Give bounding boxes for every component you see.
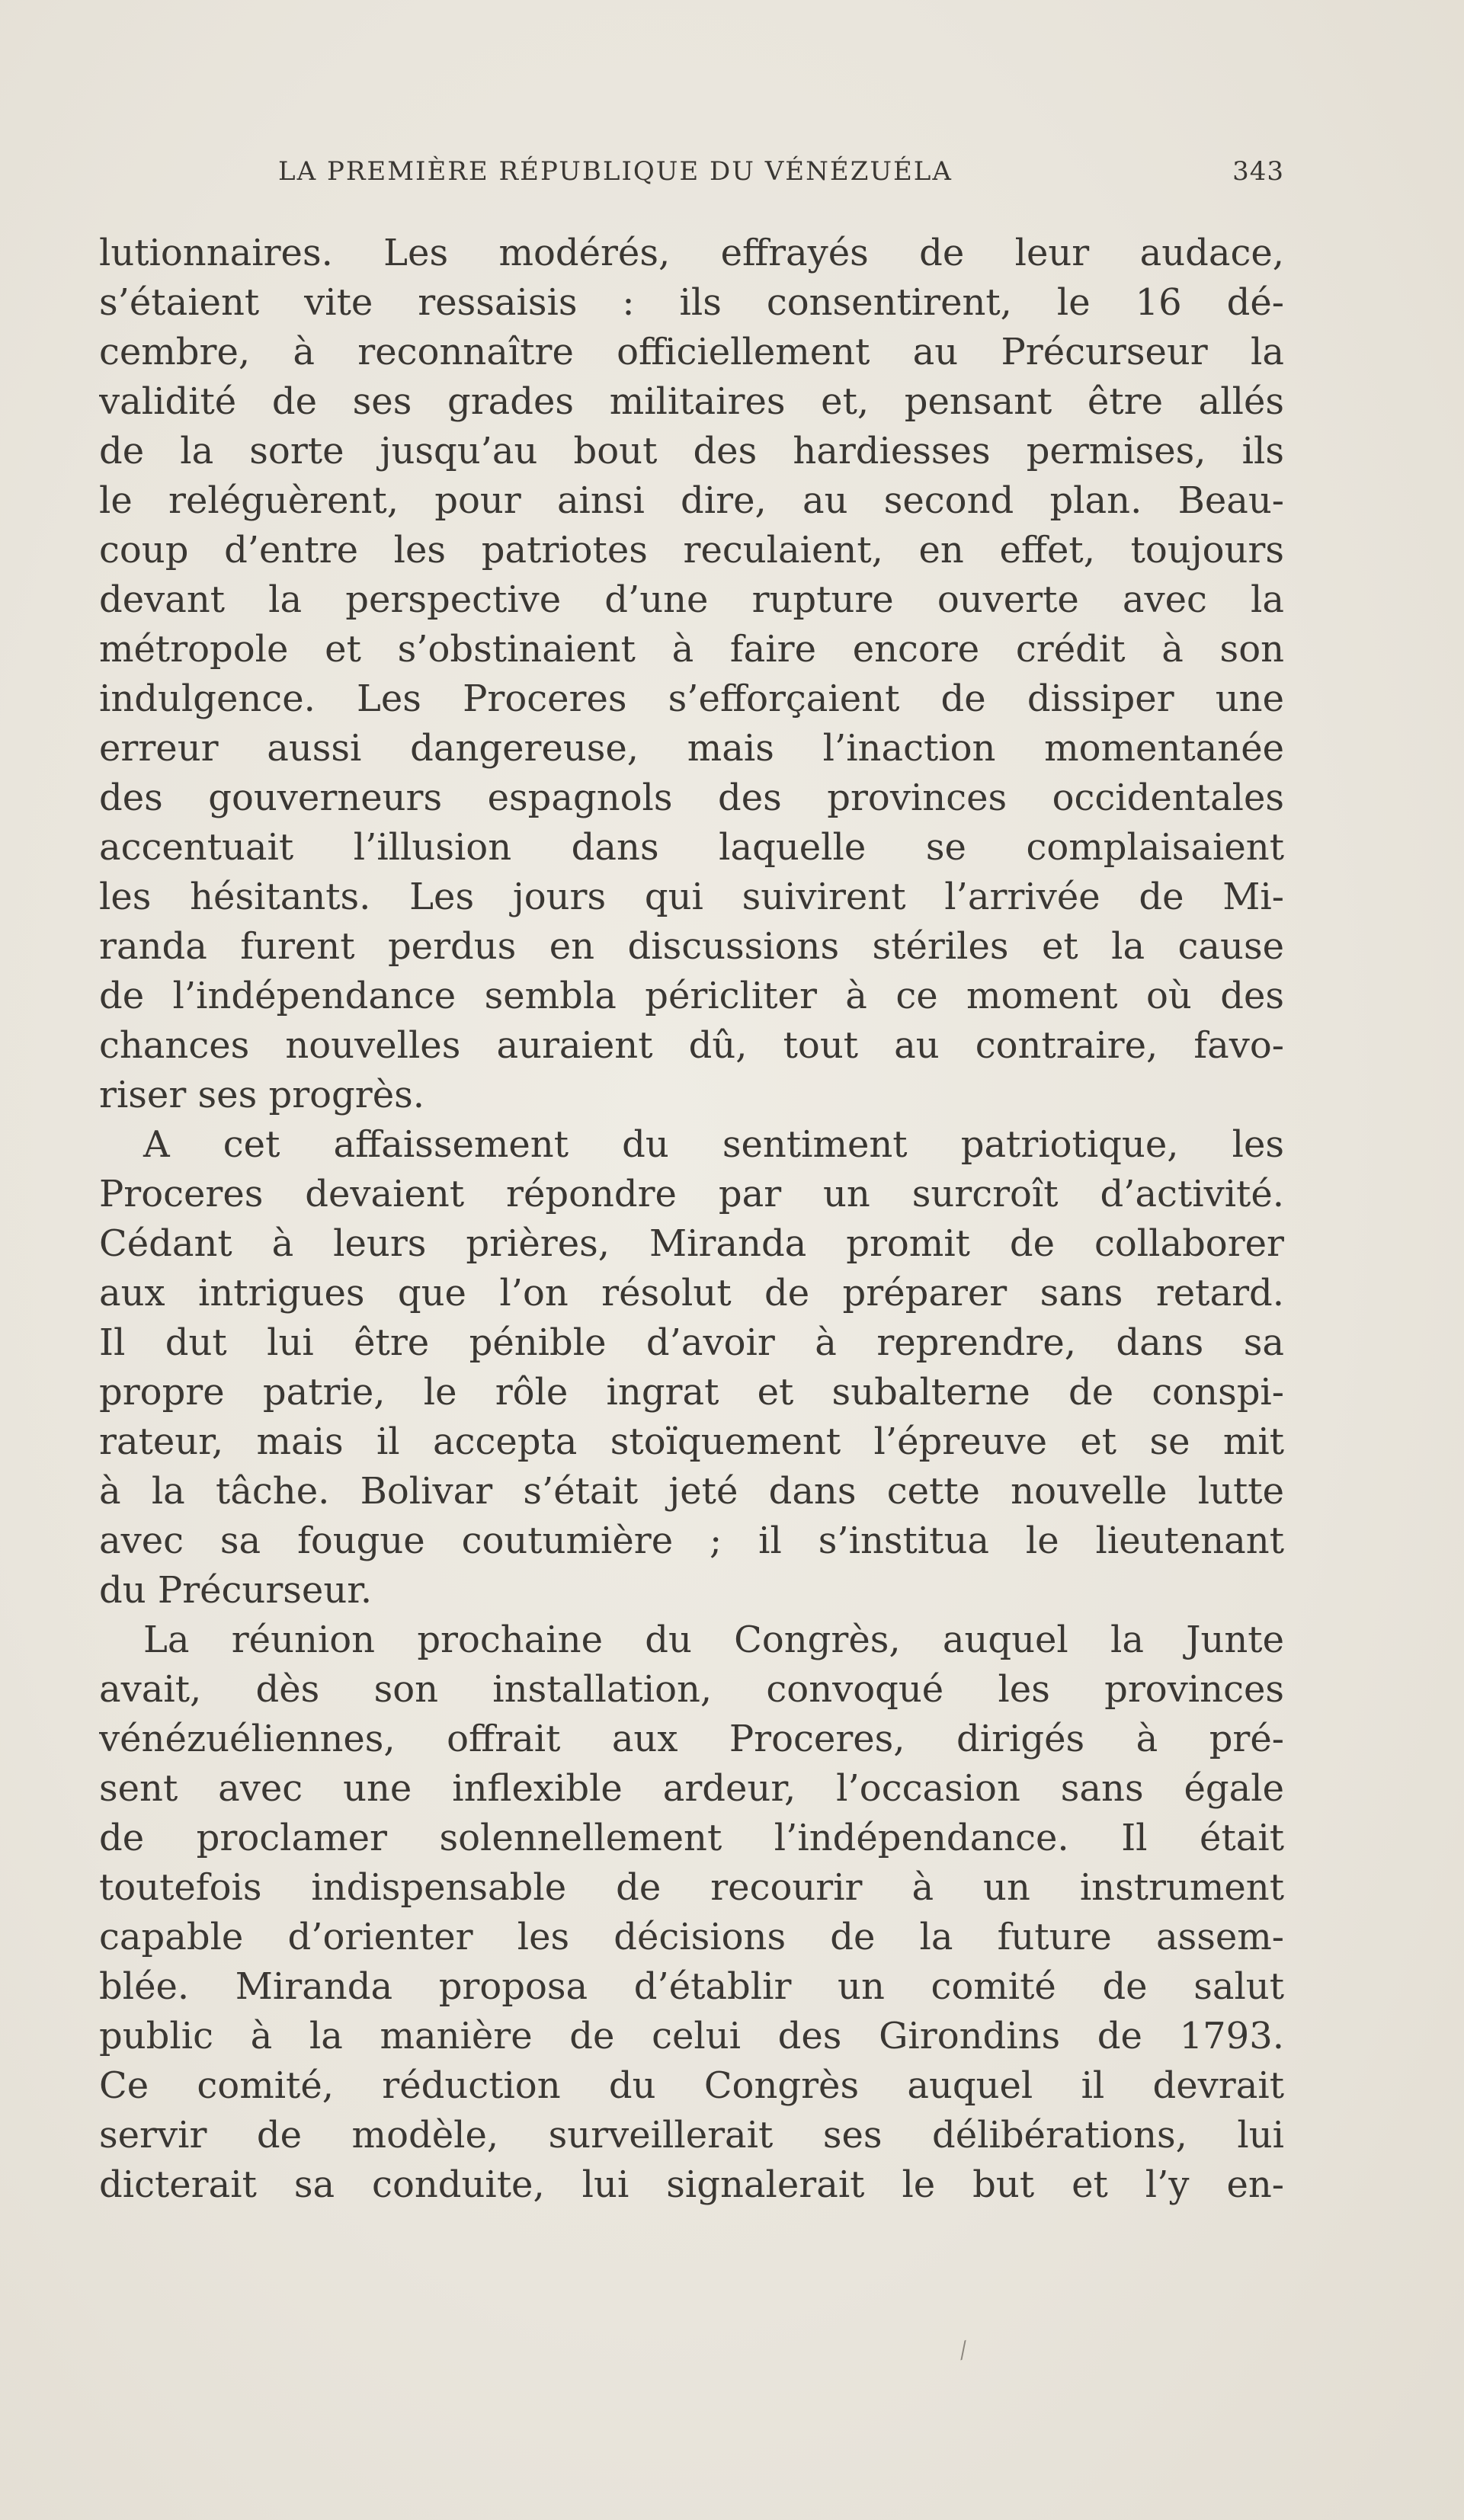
text-line: des gouverneurs espagnols des provinces occidentales (99, 776, 1284, 819)
text-line: s’étaient vite ressaisis : ils consentirent, le 16 dé- (99, 281, 1284, 324)
text-line: avait, dès son installation, convoqué les provinces (99, 1668, 1284, 1711)
text-line: métropole et s’obstinaient à faire encore crédit à son (99, 628, 1284, 671)
page-number: 343 (1232, 156, 1284, 187)
text-line: de l’indépendance sembla péricliter à ce moment où des (99, 975, 1284, 1017)
text-line: randa furent perdus en discussions stériles et la cause (99, 925, 1284, 968)
text-line: de proclamer solennellement l’indépendance. Il était (99, 1817, 1284, 1859)
text-line: sent avec une inflexible ardeur, l’occasion sans égale (99, 1767, 1284, 1810)
text-line: cembre, à reconnaître officiellement au Précurseur la (99, 331, 1284, 373)
body-text (99, 229, 1284, 2210)
text-line: aux intrigues que l’on résolut de préparer sans retard. (99, 1272, 1284, 1314)
text-line: le reléguèrent, pour ainsi dire, au second plan. Beau- (99, 479, 1284, 522)
text-line: avec sa fougue coutumière ; il s’institua le lieutenant (99, 1519, 1284, 1562)
text-line: dicterait sa conduite, lui signalerait le but et l’y en- (99, 2163, 1284, 2206)
text-line: A cet affaissement du sentiment patriotique, les (143, 1123, 1284, 1166)
text-line: à la tâche. Bolivar s’était jeté dans cette nouvelle lutte (99, 1470, 1284, 1513)
text-line: validité de ses grades militaires et, pensant être allés (99, 380, 1284, 423)
text-line: coup d’entre les patriotes reculaient, en effet, toujours (99, 529, 1284, 572)
text-line: Proceres devaient répondre par un surcroît d’activité. (99, 1173, 1284, 1215)
text-line: erreur aussi dangereuse, mais l’inaction momentanée (99, 727, 1284, 770)
text-line: lutionnaires. Les modérés, effrayés de leur audace, (99, 232, 1284, 274)
text-line: servir de modèle, surveillerait ses délibérations, lui (99, 2114, 1284, 2157)
page-header (99, 156, 1284, 194)
text-line: rateur, mais il accepta stoïquement l’épreuve et se mit (99, 1420, 1284, 1463)
text-line: blée. Miranda proposa d’établir un comité de salut (99, 1965, 1284, 2008)
text-line: propre patrie, le rôle ingrat et subalterne de conspi- (99, 1371, 1284, 1414)
text-line: vénézuéliennes, offrait aux Proceres, dirigés à pré- (99, 1718, 1284, 1760)
running-title: LA PREMIÈRE RÉPUBLIQUE DU VÉNÉZUÉLA (278, 156, 953, 187)
text-line: Cédant à leurs prières, Miranda promit de collaborer (99, 1222, 1284, 1265)
text-line: devant la perspective d’une rupture ouverte avec la (99, 578, 1284, 621)
text-line: les hésitants. Les jours qui suivirent l’arrivée de Mi- (99, 876, 1284, 918)
text-line: chances nouvelles auraient dû, tout au contraire, favo- (99, 1024, 1284, 1067)
text-line: du Précurseur. (99, 1569, 373, 1612)
text-line: capable d’orienter les décisions de la future assem- (99, 1916, 1284, 1958)
text-line: toutefois indispensable de recourir à un instrument (99, 1866, 1284, 1909)
text-line: riser ses progrès. (99, 1074, 425, 1116)
text-line: accentuait l’illusion dans laquelle se complaisaient (99, 826, 1284, 869)
text-line: de la sorte jusqu’au bout des hardiesses permises, ils (99, 430, 1284, 472)
text-line: La réunion prochaine du Congrès, auquel la Junte (143, 1619, 1284, 1661)
text-line: indulgence. Les Proceres s’efforçaient de dissiper une (99, 677, 1284, 720)
text-line: Ce comité, réduction du Congrès auquel il devrait (99, 2064, 1284, 2107)
text-line: Il dut lui être pénible d’avoir à reprendre, dans sa (99, 1321, 1284, 1364)
text-line: public à la manière de celui des Girondins de 1793. (99, 2015, 1284, 2057)
stray-pen-mark: ⁄ (957, 2338, 970, 2365)
